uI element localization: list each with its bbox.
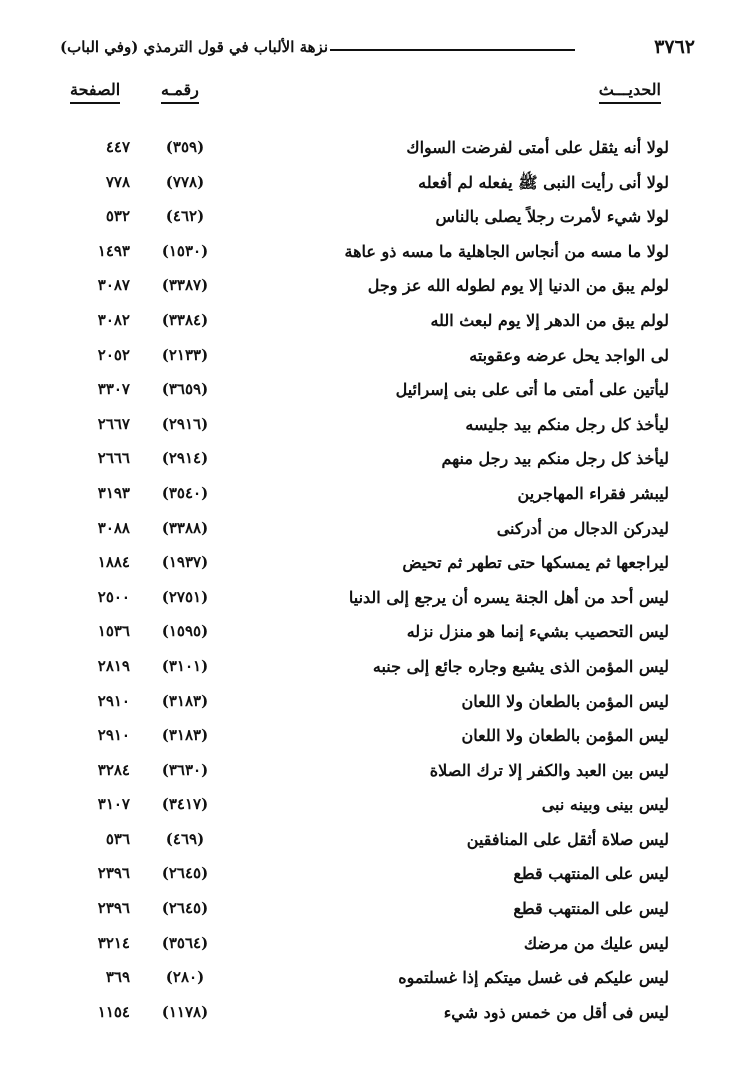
hadith-text: ليس أحد من أهل الجنة يسره أن يرجع إلى الدنيا	[348, 587, 669, 607]
index-row	[0, 242, 755, 277]
hadith-number: (٧٧٨)	[165, 172, 205, 191]
hadith-number: (٣١٠١)	[161, 656, 209, 675]
page-reference: ٣٠٨٨	[97, 518, 130, 537]
hadith-text: ليأخذ كل رجل منكم بيد جليسه	[465, 414, 669, 434]
hadith-text: ليس عليك من مرضك	[523, 933, 669, 953]
hadith-text: لولا أنى رأيت النبى ﷺ يفعله لم أفعله	[418, 172, 669, 192]
hadith-text: ليراجعها ثم يمسكها حتى تطهر ثم تحيض	[402, 553, 669, 573]
hadith-text: ليس عليكم فى غسل ميتكم إذا غسلتموه	[398, 968, 669, 988]
hadith-number: (٢٩١٦)	[161, 414, 209, 433]
page-reference: ١٥٣٦	[97, 622, 130, 641]
hadith-text: ليس التحصيب بشيء إنما هو منزل نزله	[406, 622, 669, 642]
page-reference: ٥٣٢	[105, 207, 130, 226]
hadith-number: (٣٤١٧)	[161, 795, 209, 814]
book-title: نزهة الألباب في قول الترمذي (وفي الباب)	[60, 38, 328, 56]
page-reference: ٢٦٦٦	[97, 449, 130, 468]
hadith-text: ليس المؤمن الذى يشبع وجاره جائع إلى جنبه	[372, 656, 669, 676]
hadith-text: لولا أنه يثقل على أمتى لفرضت السواك	[406, 138, 669, 157]
hadith-text: لولم يبق من الدهر إلا يوم لبعث الله	[430, 310, 669, 330]
hadith-text: ليس المؤمن بالطعان ولا اللعان	[461, 726, 669, 746]
hadith-text: ليس على المنتهب قطع	[513, 864, 669, 884]
index-row	[0, 519, 755, 554]
hadith-text: ليس صلاة أثقل على المنافقين	[466, 829, 669, 849]
page-reference: ٢٩١٠	[97, 691, 130, 710]
hadith-number: (٤٦٩)	[165, 829, 205, 848]
index-row	[0, 692, 755, 727]
hadith-number: (٢٩١٤)	[161, 449, 209, 468]
hadith-number: (٢٦٤٥)	[161, 899, 209, 918]
index-row	[0, 415, 755, 450]
hadith-number: (٣٣٨٧)	[161, 276, 209, 295]
running-head	[60, 36, 695, 60]
index-row	[0, 795, 755, 830]
index-row	[0, 380, 755, 415]
index-row	[0, 311, 755, 346]
hadith-number: (١١٧٨)	[161, 1002, 209, 1021]
index-row	[0, 968, 755, 1003]
index-row	[0, 934, 755, 969]
hadith-text: لى الواجد يحل عرضه وعقوبته	[469, 345, 669, 365]
hadith-number: (٣١٨٣)	[161, 691, 209, 710]
page-reference: ٣٦٩	[105, 968, 130, 987]
hadith-number: (١٥٣٠)	[161, 241, 209, 260]
index-row	[0, 207, 755, 242]
page-reference: ٢٨١٩	[97, 656, 130, 675]
hadith-text: ليس بين العبد والكفر إلا ترك الصلاة	[429, 760, 669, 780]
page-reference: ٢٠٥٢	[97, 345, 130, 364]
hadith-number: (٣٣٨٤)	[161, 310, 209, 329]
hadith-number: (٣٦٣٠)	[161, 760, 209, 779]
hadith-number: (٤٦٢)	[165, 207, 205, 226]
hadith-number: (٣٦٥٩)	[161, 380, 209, 399]
page-reference: ٣٢٨٤	[97, 760, 130, 779]
page-reference: ٢٣٩٦	[97, 864, 130, 883]
index-row	[0, 346, 755, 381]
hadith-text: ليس فى أقل من خمس ذود شيء	[443, 1002, 669, 1022]
hadith-text: ليس المؤمن بالطعان ولا اللعان	[461, 691, 669, 711]
column-header-hadith: الحديـــث	[599, 80, 661, 104]
index-row	[0, 276, 755, 311]
index-row	[0, 173, 755, 208]
hadith-number: (٢١٣٣)	[161, 345, 209, 364]
hadith-text: ليدركن الدجال من أدركنى	[496, 518, 669, 538]
hadith-number: (١٩٣٧)	[161, 553, 209, 572]
hadith-text: لولم يبق من الدنيا إلا يوم لطوله الله عز وجل	[367, 276, 669, 296]
hadith-text: لولا شيء لأمرت رجلاً يصلى بالناس	[435, 207, 669, 227]
index-row	[0, 761, 755, 796]
hadith-number: (٣٥٦٤)	[161, 933, 209, 952]
column-header-page: الصفحة	[70, 80, 120, 104]
hadith-number: (٣٥٤٠)	[161, 483, 209, 502]
index-row	[0, 726, 755, 761]
page-reference: ٢٣٩٦	[97, 899, 130, 918]
index-row	[0, 622, 755, 657]
header-rule	[330, 49, 575, 51]
hadith-text: ليأتين على أمتى ما أتى على بنى إسرائيل	[395, 380, 669, 400]
index-row	[0, 1003, 755, 1038]
page-reference: ٣١٩٣	[97, 483, 130, 502]
hadith-text: ليس على المنتهب قطع	[513, 899, 669, 919]
page-reference: ٢٦٦٧	[97, 414, 130, 433]
hadith-number: (٣٥٩)	[165, 138, 205, 156]
page-reference: ٣٣٠٧	[97, 380, 130, 399]
hadith-number: (١٥٩٥)	[161, 622, 209, 641]
page-reference: ١٤٩٣	[97, 241, 130, 260]
hadith-text: ليبشر فقراء المهاجرين	[517, 483, 669, 503]
page-reference: ٤٤٧	[105, 138, 130, 156]
index-row	[0, 830, 755, 865]
hadith-text: ليس بينى وبينه نبى	[541, 795, 669, 815]
index-row	[0, 899, 755, 934]
index-row	[0, 138, 755, 173]
index-row	[0, 484, 755, 519]
hadith-number: (٣١٨٣)	[161, 726, 209, 745]
page-reference: ١٨٨٤	[97, 553, 130, 572]
page-reference: ٢٩١٠	[97, 726, 130, 745]
hadith-number: (٢٦٤٥)	[161, 864, 209, 883]
hadith-index-list	[0, 138, 755, 1037]
index-row	[0, 657, 755, 692]
hadith-number: (٢٧٥١)	[161, 587, 209, 606]
page-reference: ٣٢١٤	[97, 933, 130, 952]
page-number: ٣٧٦٢	[654, 36, 695, 58]
page-reference: ٢٥٠٠	[97, 587, 130, 606]
index-row	[0, 864, 755, 899]
page-reference: ٣٠٨٧	[97, 276, 130, 295]
page-reference: ٣١٠٧	[97, 795, 130, 814]
column-header-number: رقمـه	[161, 80, 199, 104]
hadith-number: (٣٣٨٨)	[161, 518, 209, 537]
page-reference: ١١٥٤	[97, 1002, 130, 1021]
page-reference: ٥٣٦	[105, 829, 130, 848]
index-row	[0, 588, 755, 623]
hadith-number: (٢٨٠)	[165, 968, 205, 987]
hadith-text: لولا ما مسه من أنجاس الجاهلية ما مسه ذو عاهة	[344, 241, 669, 261]
page-reference: ٧٧٨	[105, 172, 130, 191]
page-reference: ٣٠٨٢	[97, 310, 130, 329]
index-row	[0, 449, 755, 484]
index-row	[0, 553, 755, 588]
hadith-text: ليأخذ كل رجل منكم بيد رجل منهم	[441, 449, 669, 469]
